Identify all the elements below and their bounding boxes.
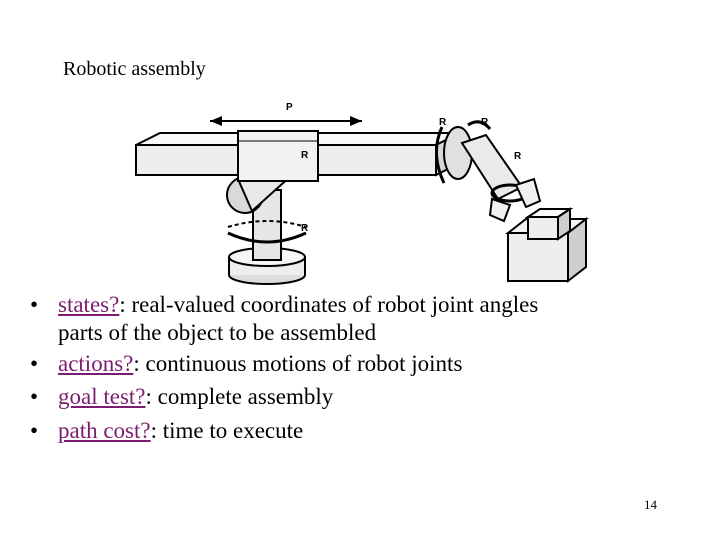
term-states: states? [58, 292, 120, 317]
page-number: 14 [644, 497, 657, 512]
label-r-wrist-3: R [514, 151, 522, 162]
label-r-wrist-1: R [439, 117, 447, 128]
bullet-dot: • [30, 417, 39, 443]
workpiece-part [528, 217, 558, 239]
gripper-finger-1 [516, 179, 540, 207]
term-actions: actions? [58, 350, 134, 376]
bullet-text: : time to execute [150, 417, 304, 443]
term-goal-test: goal test? [58, 384, 146, 410]
robot-arm-illustration [130, 95, 600, 290]
bullet-goal-test [30, 380, 690, 413]
bullet-actions [30, 347, 690, 380]
label-r-wrist-2: R [481, 117, 489, 128]
bullet-list [30, 288, 690, 447]
robot-arm-diagram [130, 95, 600, 290]
bullet-continuation: parts of the object to be assembled [58, 320, 377, 346]
bullet-path-cost [30, 414, 690, 447]
bullet-dot: • [30, 350, 39, 376]
workpiece-base [508, 233, 568, 281]
label-r-base: R [301, 223, 309, 234]
bullet-states [30, 288, 690, 347]
bullet-text: : continuous motions of robot joints [133, 350, 463, 376]
bullet-text: : real-valued coordinates of robot joint angles [119, 292, 539, 317]
bullet-dot: • [30, 292, 39, 317]
term-path-cost: path cost? [58, 417, 151, 443]
bullet-text: : complete assembly [145, 384, 334, 410]
bullet-dot: • [30, 384, 39, 410]
label-r-shoulder: R [301, 150, 309, 161]
label-p: P [286, 102, 293, 113]
slide-title: Robotic assembly [63, 58, 206, 80]
